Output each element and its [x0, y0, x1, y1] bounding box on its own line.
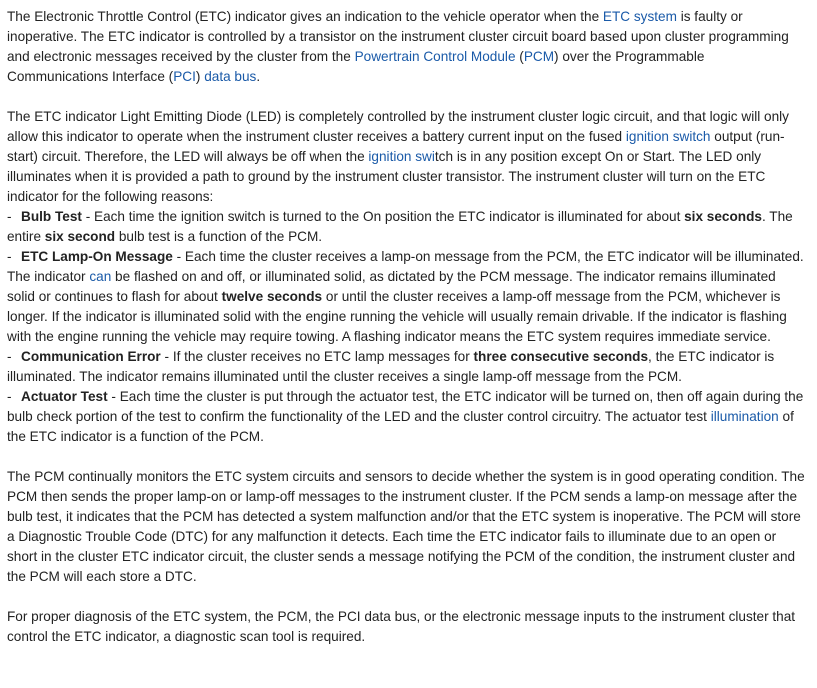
paragraph-pcm-monitoring: The PCM continually monitors the ETC system circuits and sensors to decide whether the system is in good operating condition. The PCM then sends the proper lamp-on or lamp-off messages to the instrument cluster. If the PCM sends a lamp-on message after the bulb test, it indicates that the PCM has detected a system malfunction and/or that the ETC system is inoperative. The PCM will store a Diagnostic Trouble Code (DTC) for any malfunction it detects. Each time the ETC indicator fails to illuminate due to an open or short in the cluster ETC indicator circuit, the cluster sends a message notifying the PCM of the condition, the instrument cluster and the PCM will each store a DTC. [7, 469, 805, 584]
link-illumination[interactable]: illumination [710, 409, 779, 424]
item-label: Actuator Test [21, 389, 108, 404]
link-pci[interactable]: PCI [173, 69, 196, 84]
item-label: ETC Lamp-On Message [21, 249, 173, 264]
list-dash: - [7, 249, 12, 264]
text-segment: output (run-start) circuit. Therefore, the LED will always be off when the [7, 129, 785, 164]
link-etc-system[interactable]: ETC system [602, 9, 677, 24]
list-item-actuator-test [7, 387, 807, 447]
emphasis: six second [44, 229, 116, 244]
text-segment: The ETC indicator Light Emitting Diode (LED) is completely controlled by the instrument cluster logic circuit, and that logic will only allow this indicator to operate when the instrument cluster receives a battery current input on the fused [7, 109, 789, 144]
text-segment: - If the cluster receives no ETC lamp messages for [160, 349, 474, 364]
list-item-lamp-on-message [7, 247, 807, 347]
text-segment: tch is in any position except On or Start. The LED only illuminates when it is provided a path to ground by the instrument cluster transistor. The instrument cluster will turn on the ETC indicator for the following reasons: [7, 149, 766, 204]
text-segment: . The entire [7, 209, 793, 244]
list-dash: - [7, 209, 12, 224]
link-powertrain-control-module[interactable]: Powertrain Control Module [354, 49, 516, 64]
text-segment: ) [195, 69, 205, 84]
list-dash: - [7, 349, 12, 364]
text-segment: - Each time the ignition switch is turned to the On position the ETC indicator is illuminated for about [81, 209, 685, 224]
link-pcm[interactable]: PCM [523, 49, 555, 64]
paragraph-led [7, 107, 807, 207]
text-segment: be flashed on and off, or illuminated solid, as dictated by the PCM message. The indicator remains illuminated solid or continues to flash for about [7, 269, 776, 304]
text-segment: bulb test is a function of the PCM. [115, 229, 323, 244]
text-segment: . [256, 69, 261, 84]
text-segment: ) over the Programmable Communications Interface ( [7, 49, 705, 84]
text-segment: - Each time the cluster is put through the actuator test, the ETC indicator will be turned on, then off again during the bulb check portion of the test to confirm the functionality of the LED and the cluster control circuitry. The actuator test [7, 389, 804, 424]
text-segment: ( [515, 49, 524, 64]
item-label: Communication Error [21, 349, 161, 364]
link-ignition-switch[interactable]: ignition switch [625, 129, 711, 144]
list-item-communication-error [7, 347, 807, 387]
item-label: Bulb Test [21, 209, 82, 224]
link-data-bus[interactable]: data bus [204, 69, 257, 84]
list-dash: - [7, 389, 12, 404]
text-segment: is faulty or inoperative. The ETC indicator is controlled by a transistor on the instrument cluster circuit board based upon cluster programming and electronic messages received by the cluster from the [7, 9, 789, 64]
text-segment: The Electronic Throttle Control (ETC) indicator gives an indication to the vehicle operator when the [7, 9, 603, 24]
link-ignition-switch-2[interactable]: ignition swi [368, 149, 435, 164]
text-segment: , the ETC indicator is illuminated. The indicator remains illuminated until the cluster receives a single lamp-off message from the PCM. [7, 349, 775, 384]
list-item-bulb-test [7, 207, 807, 247]
link-can[interactable]: can [89, 269, 112, 284]
paragraph-intro [7, 7, 807, 87]
emphasis: six seconds [684, 209, 762, 224]
text-segment: of the ETC indicator is a function of the PCM. [7, 409, 794, 444]
emphasis: twelve seconds [221, 289, 323, 304]
text-segment: or until the cluster receives a lamp-off message from the PCM, whichever is longer. If the indicator is illuminated solid with the engine running the vehicle will usually remain drivable. If the indicator is flashing with the engine running the vehicle may require towing. A flashing indicator means the ETC system requires immediate service. [7, 289, 787, 344]
text-segment: - Each time the cluster receives a lamp-on message from the PCM, the ETC indicator will be illuminated. The indicator [7, 249, 804, 284]
emphasis: three consecutive seconds [473, 349, 649, 364]
paragraph-diagnosis: For proper diagnosis of the ETC system, the PCM, the PCI data bus, or the electronic message inputs to the instrument cluster that control the ETC indicator, a diagnostic scan tool is required. [7, 609, 796, 644]
